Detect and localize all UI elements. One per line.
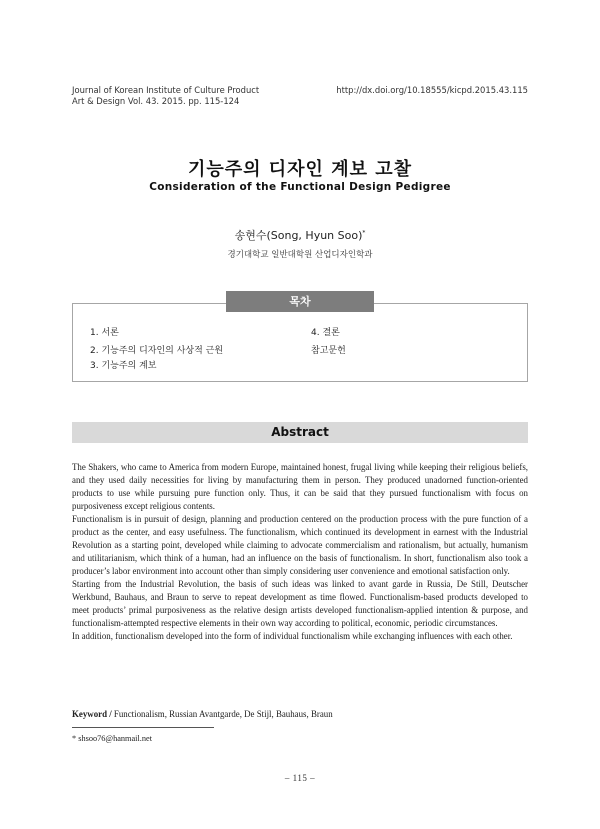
keywords-text: Functionalism, Russian Avantgarde, De Stijl, Bauhaus, Braun xyxy=(113,709,333,719)
abstract-paragraph: In addition, functionalism developed into the form of individual functionalism while exchanging influences with each other. xyxy=(72,631,513,641)
footnote-email: * shsoo76@hanmail.net xyxy=(72,734,152,743)
toc-item: 4. 결론 xyxy=(311,328,340,338)
title-english: Consideration of the Functional Design Pedigree xyxy=(149,181,451,193)
author-affiliation: 경기대학교 일반대학원 산업디자인학과 xyxy=(227,250,373,260)
abstract-heading: Abstract xyxy=(271,425,329,439)
toc-item: 2. 기능주의 디자인의 사상적 근원 xyxy=(90,346,224,356)
journal-volume: Art & Design Vol. 43. 2015. pp. 115-124 xyxy=(72,96,240,106)
author-mark: * xyxy=(362,229,366,237)
author-name: 송현수(Song, Hyun Soo) xyxy=(234,229,363,242)
toc-item: 1. 서론 xyxy=(90,328,119,338)
author-line xyxy=(0,227,600,243)
abstract-paragraph: Starting from the Industrial Revolution, the basis of such ideas was linked to avant garde in Russia, De Still, Deutscher Werkbund, Bauhaus, and Braun to serve to repeat development as time flowed. Functionalism-based products developed to meet products’ primal purposiveness as the relative design artists developed functionalism-applied intention & purpose, and functionalism-attempted respective elements in their own way according to political, economic, periodic circumstances. xyxy=(72,579,528,628)
title-korean: 기능주의 디자인 계보 고찰 xyxy=(187,159,413,180)
abstract-heading-bar xyxy=(72,422,528,443)
journal-citation xyxy=(72,85,259,107)
abstract-body xyxy=(72,461,528,643)
toc-item: 3. 기능주의 계보 xyxy=(90,361,157,371)
abstract-paragraph: Functionalism is in pursuit of design, planning and production centered on the production process with the pure function of a product as the center, and easy usefulness. The functionalism, which continued its development in earnest with the Industrial Revolution as a starting point, developed while claiming to advocate commercialism and rationalism, but actually, humanism and utilitarianism, which think of a human, had an influence on the basis of functionalism. In short, functionalism also took a producer’s labor environment into account other than simply considering user convenience and emotional satisfaction only. xyxy=(72,514,528,576)
toc-item: 참고문헌 xyxy=(311,346,346,356)
doi-link[interactable]: http://dx.doi.org/10.18555/kicpd.2015.43.115 xyxy=(336,85,528,95)
page-number: – 115 – xyxy=(284,773,316,783)
keywords xyxy=(72,709,528,719)
toc-label: 목차 xyxy=(226,291,374,312)
journal-name: Journal of Korean Institute of Culture Product xyxy=(72,85,260,95)
keywords-label: Keyword / xyxy=(72,709,112,719)
abstract-paragraph: The Shakers, who came to America from modern Europe, maintained honest, frugal living while keeping their religious beliefs, and they used daily necessities for living by manufacturing them in person. They produced unadorned function-oriented products to use while pursuing pure function only. Thus, it can be said that they pursued functionalism with focus on purposiveness except religious contents. xyxy=(72,462,528,511)
footnote-rule xyxy=(72,727,214,728)
